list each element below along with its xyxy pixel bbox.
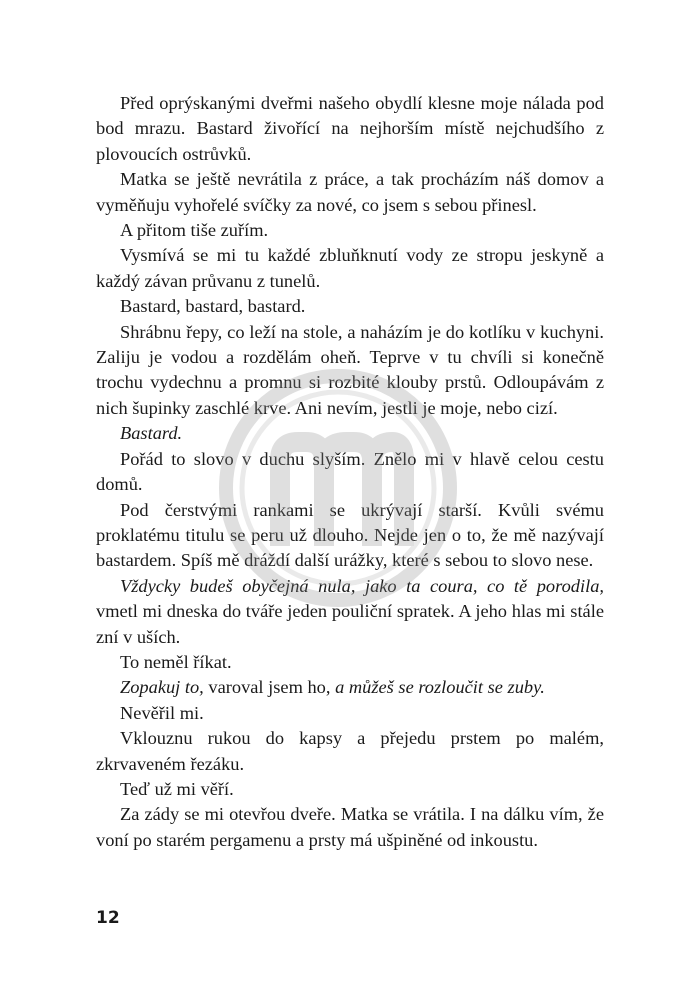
paragraph bbox=[96, 421, 604, 446]
text-run: Shrábnu řepy, co leží na stole, a naházím je do kotlíku v kuchyni. Zaliju je vodou a rozdělám oheň. Teprve v tu chvíli si konečně trochu vydechnu a promnu si rozbité klouby prstů. Odloupávám z nich šupinky zaschlé krve. Ani nevím, jestli je moje, nebo cizí. bbox=[96, 321, 604, 418]
paragraph bbox=[96, 218, 604, 243]
paragraph bbox=[96, 675, 604, 700]
text-run: Pořád to slovo v duchu slyším. Znělo mi v hlavě celou cestu domů. bbox=[96, 448, 604, 495]
italic-text: Zopakuj to, bbox=[120, 677, 204, 698]
body-text bbox=[96, 91, 604, 853]
text-run: varoval jsem ho, bbox=[203, 677, 336, 698]
paragraph bbox=[96, 777, 604, 802]
paragraph bbox=[96, 574, 604, 650]
text-run: Teď už mi věří. bbox=[120, 778, 234, 799]
text-run: To neměl říkat. bbox=[120, 651, 232, 672]
paragraph bbox=[96, 498, 604, 574]
text-run: Za zády se mi otevřou dveře. Matka se vrátila. I na dálku vím, že voní po starém pergamenu a prsty má ušpiněné od inkoustu. bbox=[96, 804, 604, 850]
paragraph bbox=[96, 91, 604, 167]
paragraph bbox=[96, 447, 604, 498]
text-run: Před oprýskanými dveřmi našeho obydlí klesne moje nálada pod bod mrazu. Bastard živořící na nejhorším místě nejchudšího z plovoucích ostrůvků. bbox=[96, 93, 604, 164]
paragraph bbox=[96, 650, 604, 675]
paragraph bbox=[96, 320, 604, 422]
text-run: A přitom tiše zuřím. bbox=[120, 220, 269, 241]
text-run: vmetl mi dneska do tváře jeden pouliční spratek. A jeho hlas mi stále zní v uších. bbox=[96, 601, 604, 647]
text-run: Vysmívá se mi tu každé zbluňknutí vody ze stropu jeskyně a každý závan průvanu z tunelů. bbox=[96, 245, 604, 291]
italic-text: Vždycky budeš obyčejná nula, jako ta coura, co tě porodila, bbox=[120, 575, 604, 596]
paragraph bbox=[96, 701, 604, 726]
text-run: Bastard, bastard, bastard. bbox=[120, 296, 306, 317]
page-number: 12 bbox=[96, 908, 120, 928]
paragraph bbox=[96, 726, 604, 777]
text-run: Pod čerstvými rankami se ukrývají starší. Kvůli svému proklatému titulu se peru už dlouho. Nejde jen o to, že mě nazývají bastardem. Spíš mě dráždí další urážky, které s sebou to slovo nese. bbox=[96, 499, 604, 571]
paragraph bbox=[96, 294, 604, 319]
paragraph bbox=[96, 167, 604, 218]
italic-text: a můžeš se rozloučit se zuby. bbox=[335, 677, 545, 698]
italic-text: Bastard. bbox=[120, 423, 183, 444]
text-run: Nevěřil mi. bbox=[120, 702, 204, 723]
text-run: Vklouznu rukou do kapsy a přejedu prstem po malém, zkrvaveném řezáku. bbox=[96, 728, 604, 774]
paragraph bbox=[96, 802, 604, 853]
paragraph bbox=[96, 243, 604, 294]
text-run: Matka se ještě nevrátila z práce, a tak procházím náš domov a vyměňuju vyhořelé svíčky za nové, co jsem s sebou přinesl. bbox=[96, 169, 604, 215]
